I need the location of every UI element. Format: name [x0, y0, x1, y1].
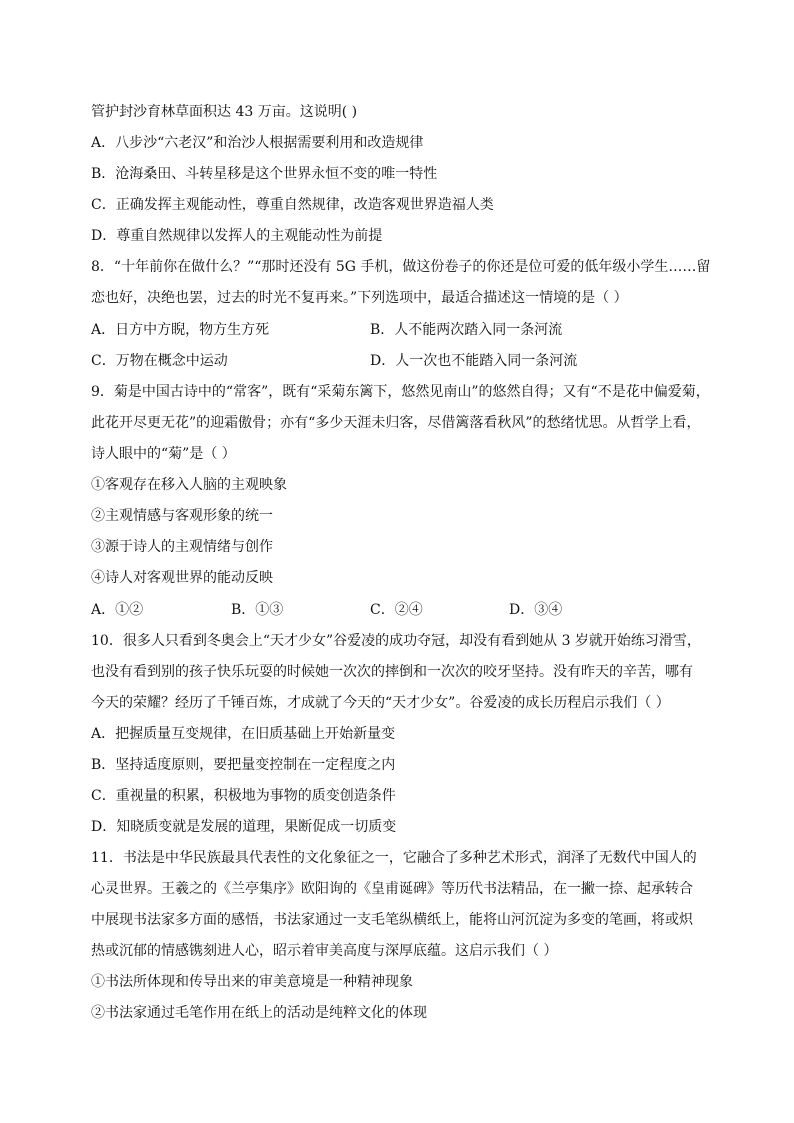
- q10-stem-line-3: 今天的荣耀？经历了千锤百炼，才成就了今天的“天才少女”。谷爱凌的成长历程启示我们（ ）: [91, 695, 670, 711]
- q9-item-4: ④诗人对客观世界的能动反映: [91, 570, 273, 586]
- q9-item-2: ②主观情感与客观形象的统一: [91, 508, 273, 524]
- q7-option-c: C．正确发挥主观能动性，尊重自然规律，改造客观世界造福人类: [91, 197, 494, 213]
- q7-option-d: D．尊重自然规律以发挥人的主观能动性为前提: [91, 228, 383, 244]
- q8-option-b: B．人不能两次踏入同一条河流: [370, 322, 563, 338]
- q9-stem-line-3: 诗人眼中的“菊”是（ ）: [91, 446, 236, 462]
- q9-option-a: A．①②: [91, 602, 144, 618]
- q10-option-a: A．把握质量互变规律，在旧质基础上开始新量变: [91, 726, 396, 742]
- q9-stem-line-2: 此花开尽更无花”的迎霜傲骨；亦有“多少天涯未归客，尽借篱落看秋风”的愁绪忧思。从哲学上看，: [91, 415, 701, 431]
- q10-option-b: B．坚持适度原则，要把量变控制在一定程度之内: [91, 757, 396, 773]
- q11-stem-line-4: 热或沉郁的情感镌刻进人心，昭示着审美高度与深厚底蕴。这启示我们（ ）: [91, 943, 558, 959]
- q10-stem-line-2: 也没有看到别的孩子快乐玩耍的时候她一次次的摔倒和一次次的咬牙坚持。没有昨天的辛苦，哪有: [91, 664, 693, 680]
- q8-stem-line-2: 恋也好，决绝也罢，过去的时光不复再来。”下列选项中，最适合描述这一情境的是（ ）: [91, 290, 628, 306]
- q7-stem: 管护封沙育林草面积达 43 万亩。这说明( ): [91, 104, 358, 120]
- q11-item-2: ②书法家通过毛笔作用在纸上的活动是纯粹文化的体现: [91, 1005, 427, 1021]
- q11-stem-line-2: 心灵世界。王羲之的《兰亭集序》欧阳询的《皇甫诞碑》等历代书法精品，在一撇一捺、起承转合: [91, 881, 693, 897]
- q10-option-d: D．知晓质变就是发展的道理，果断促成一切质变: [91, 819, 397, 835]
- q9-item-3: ③源于诗人的主观情绪与创作: [91, 539, 273, 555]
- q10-option-c: C．重视量的积累，积极地为事物的质变创造条件: [91, 788, 396, 804]
- q10-stem-line-1: 10．很多人只看到冬奥会上“天才少女”谷爱凌的成功夺冠，却没有看到她从 3 岁就开始练习滑雪，: [91, 633, 701, 649]
- q7-option-a: A．八步沙“六老汉”和治沙人根据需要利用和改造规律: [91, 135, 424, 151]
- q8-stem-line-1: 8．“十年前你在做什么？”“那时还没有 5G 手机，做这份卷子的你还是位可爱的低年级小学生……留: [91, 259, 711, 275]
- q9-option-d: D．③④: [509, 602, 563, 618]
- q7-option-b: B．沧海桑田、斗转星移是这个世界永恒不变的唯一特性: [91, 166, 438, 182]
- q8-option-d: D．人一次也不能踏入同一条河流: [370, 353, 578, 369]
- q11-stem-line-1: 11．书法是中华民族最具代表性的文化象征之一，它融合了多种艺术形式，润泽了无数代中国人的: [91, 850, 697, 866]
- q8-option-a: A．日方中方睨，物方生方死: [91, 322, 270, 338]
- q11-item-1: ①书法所体现和传导出来的审美意境是一种精神现象: [91, 974, 413, 990]
- q11-stem-line-3: 中展现书法家多方面的感悟，书法家通过一支毛笔纵横纸上，能将山河沉淀为多变的笔画，将或炽: [91, 912, 693, 928]
- q9-option-c: C．②④: [370, 602, 423, 618]
- q8-option-c: C．万物在概念中运动: [91, 353, 228, 369]
- q9-item-1: ①客观存在移入人脑的主观映象: [91, 477, 287, 493]
- q9-option-b: B．①③: [231, 602, 284, 618]
- q9-stem-line-1: 9．菊是中国古诗中的“常客”，既有“采菊东篱下，悠然见南山”的悠然自得；又有“不是花中偏爱菊，: [91, 384, 710, 400]
